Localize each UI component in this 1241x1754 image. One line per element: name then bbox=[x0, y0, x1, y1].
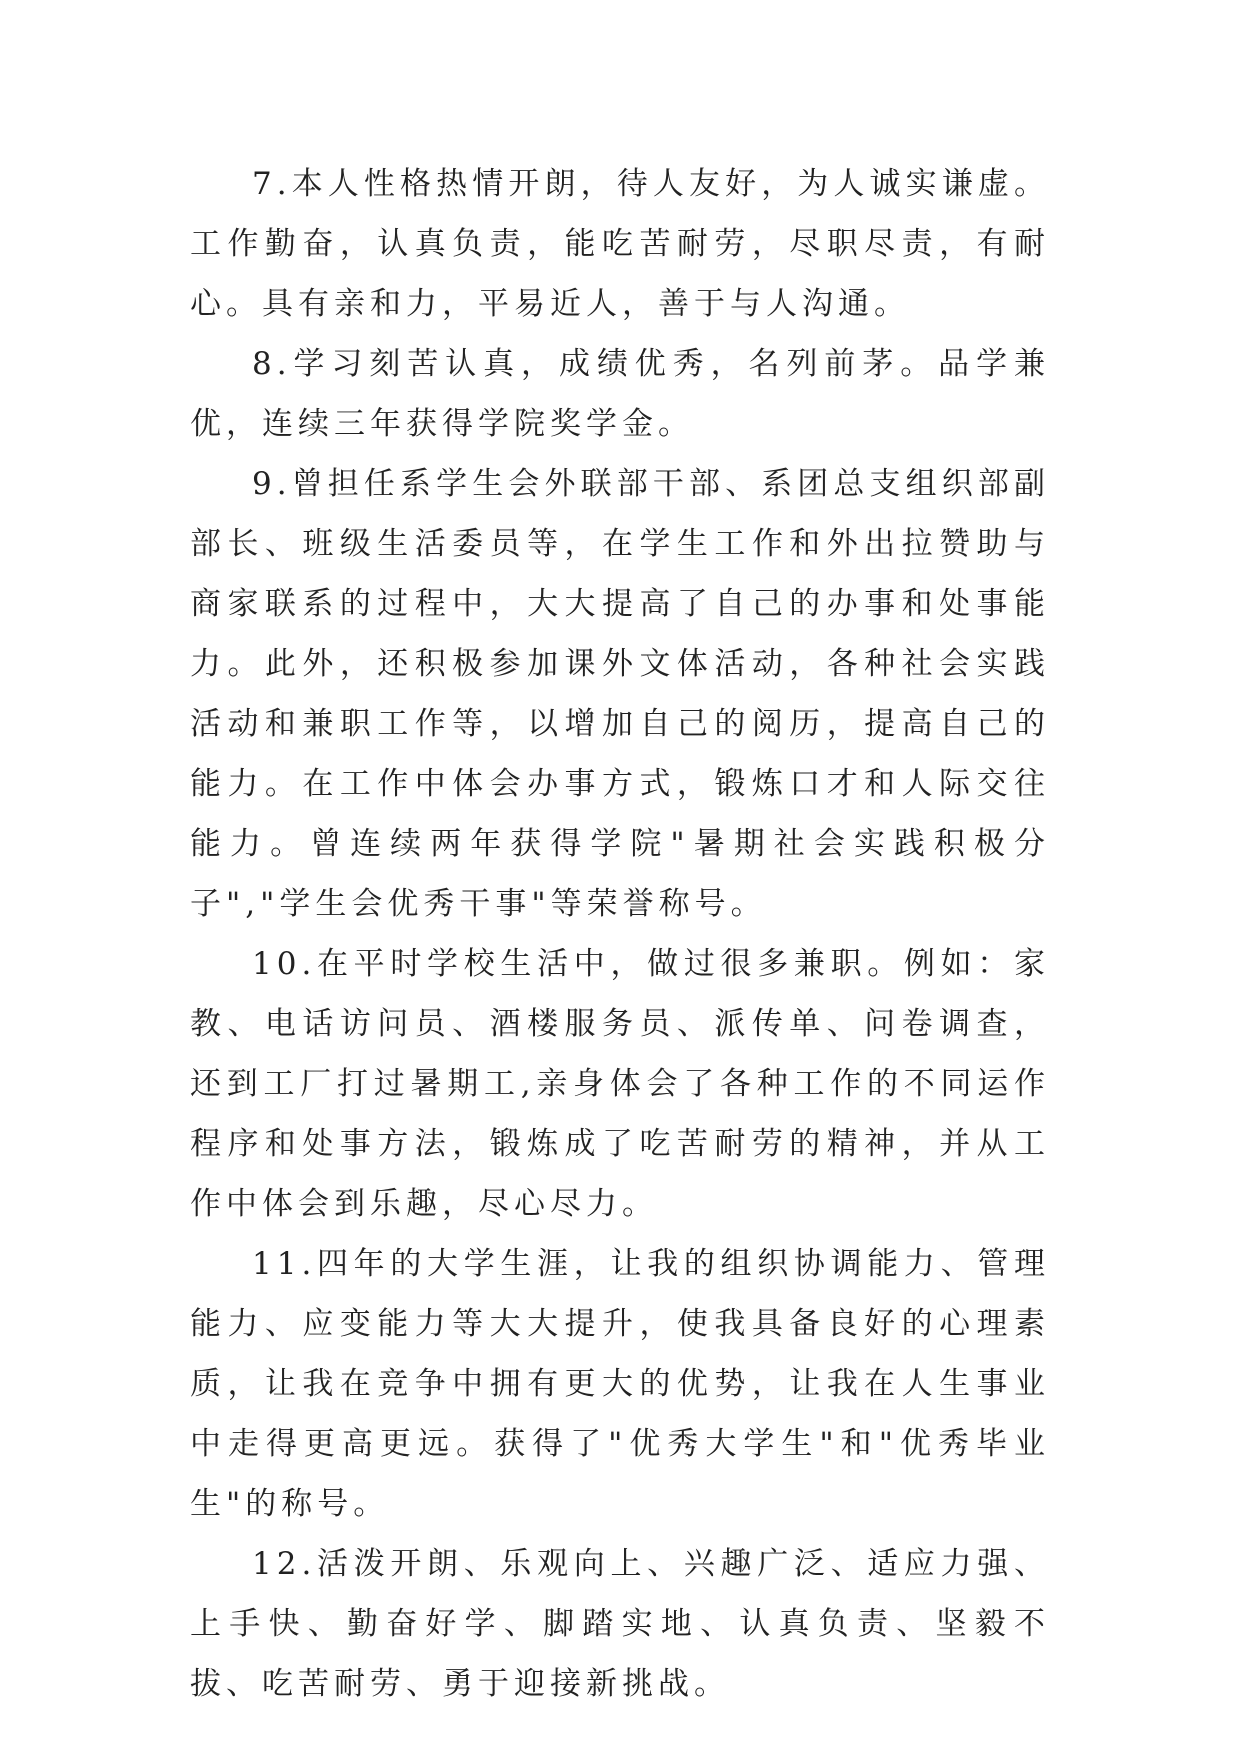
paragraph-12: 12.活泼开朗、乐观向上、兴趣广泛、适应力强、上手快、勤奋好学、脚踏实地、认真负责、坚毅不拔、吃苦耐劳、勇于迎接新挑战。 bbox=[190, 1546, 1050, 1702]
paragraph-8: 8.学习刻苦认真，成绩优秀，名列前茅。品学兼优，连续三年获得学院奖学金。 bbox=[190, 346, 1050, 442]
paragraph-10: 10.在平时学校生活中，做过很多兼职。例如：家教、电话访问员、酒楼服务员、派传单、问卷调查，还到工厂打过暑期工,亲身体会了各种工作的不同运作程序和处事方法，锻炼成了吃苦耐劳的精神，并从工作中体会到乐趣，尽心尽力。 bbox=[190, 946, 1050, 1222]
paragraph-7: 7.本人性格热情开朗，待人友好，为人诚实谦虚。工作勤奋，认真负责，能吃苦耐劳，尽职尽责，有耐心。具有亲和力，平易近人，善于与人沟通。 bbox=[190, 166, 1050, 322]
paragraph-9: 9.曾担任系学生会外联部干部、系团总支组织部副部长、班级生活委员等，在学生工作和外出拉赞助与商家联系的过程中，大大提高了自己的办事和处事能力。此外，还积极参加课外文体活动，各种社会实践活动和兼职工作等，以增加自己的阅历，提高自己的能力。在工作中体会办事方式，锻炼口才和人际交往能力。曾连续两年获得学院"暑期社会实践积极分子","学生会优秀干事"等荣誉称号。 bbox=[190, 466, 1050, 922]
paragraph-11: 11.四年的大学生涯，让我的组织协调能力、管理能力、应变能力等大大提升，使我具备良好的心理素质，让我在竞争中拥有更大的优势，让我在人生事业中走得更高更远。获得了"优秀大学生"和"优秀毕业生"的称号。 bbox=[190, 1246, 1050, 1522]
document-body bbox=[190, 154, 1050, 1714]
